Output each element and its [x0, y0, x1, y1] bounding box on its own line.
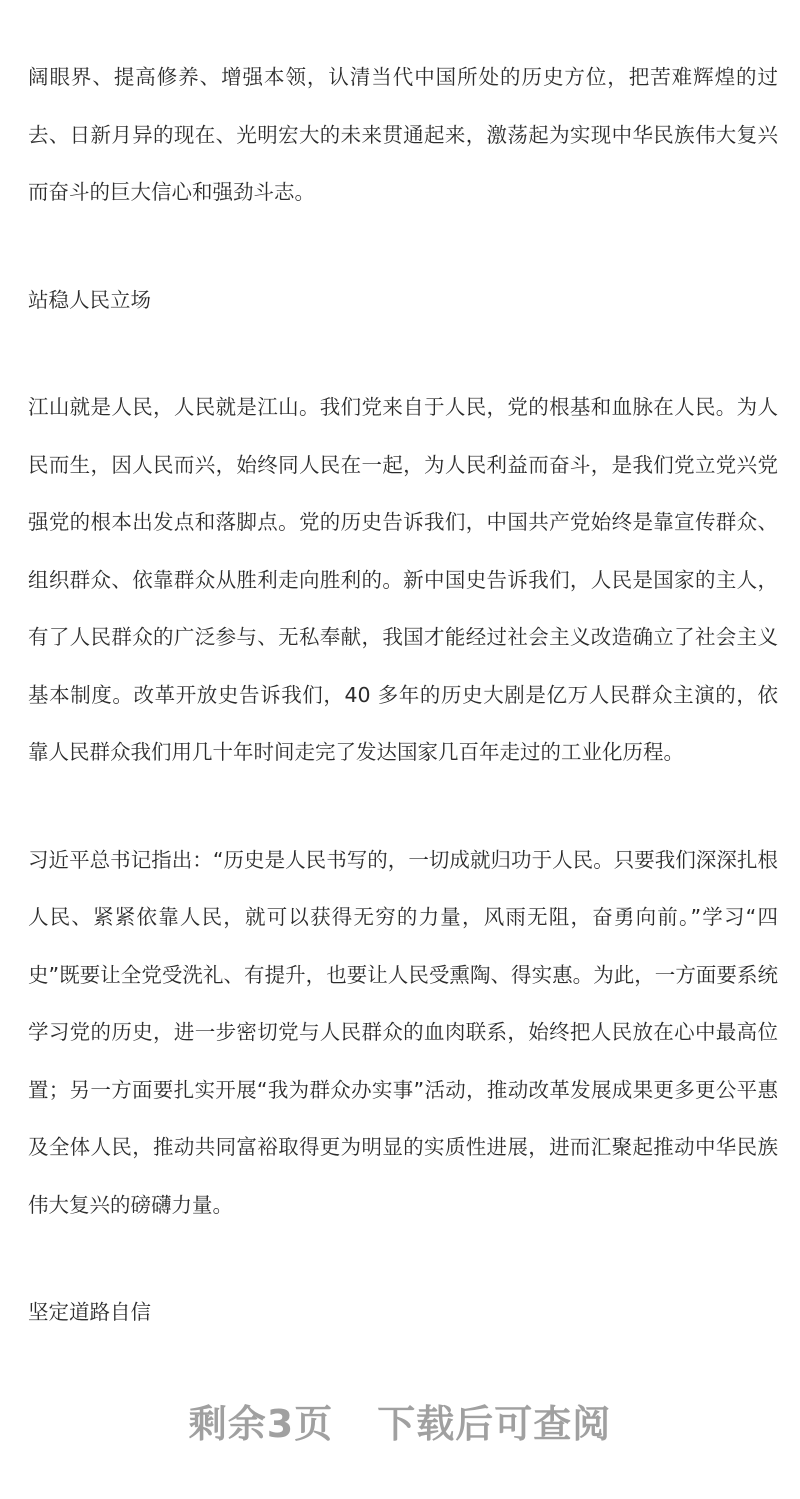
paragraph-intro: 阔眼界、提高修养、增强本领，认清当代中国所处的历史方位，把苦难辉煌的过去、日新月异的现在、光明宏大的未来贯通起来，激荡起为实现中华民族伟大复兴而奋斗的巨大信心和强劲斗志。: [28, 65, 778, 204]
section-heading-road: 坚定道路自信: [28, 1300, 151, 1324]
document-body: [28, 49, 778, 1342]
download-to-read-label: 下载后可查阅: [377, 1402, 612, 1446]
remaining-pages-label: 剩余3页: [188, 1402, 334, 1446]
paragraph-people: 江山就是人民，人民就是江山。我们党来自于人民，党的根基和血脉在人民。为人民而生，因人民而兴，始终同人民在一起，为人民利益而奋斗，是我们党立党兴党强党的根本出发点和落脚点。党的历史告诉我们，中国共产党始终是靠宣传群众、组织群众、依靠群众从胜利走向胜利的。新中国史告诉我们，人民是国家的主人，有了人民群众的广泛参与、无私奉献，我国才能经过社会主义改造确立了社会主义基本制度。改革开放史告诉我们，40 多年的历史大剧是亿万人民群众主演的，依靠人民群众我们用几十年时间走完了发达国家几百年走过的工业化历程。: [28, 395, 778, 764]
download-prompt[interactable]: [0, 1393, 800, 1448]
paragraph-quote: 习近平总书记指出：“历史是人民书写的，一切成就归功于人民。只要我们深深扎根人民、紧紧依靠人民，就可以获得无穷的力量，风雨无阻，奋勇向前。”学习“四史”既要让全党受洗礼、有提升，也要让人民受熏陶、得实惠。为此，一方面要系统学习党的历史，进一步密切党与人民群众的血肉联系，始终把人民放在心中最高位置；另一方面要扎实开展“我为群众办实事”活动，推动改革发展成果更多更公平惠及全体人民，推动共同富裕取得更为明显的实质性进展，进而汇聚起推动中华民族伟大复兴的磅礴力量。: [28, 847, 778, 1217]
section-heading-people: 站稳人民立场: [28, 287, 151, 312]
